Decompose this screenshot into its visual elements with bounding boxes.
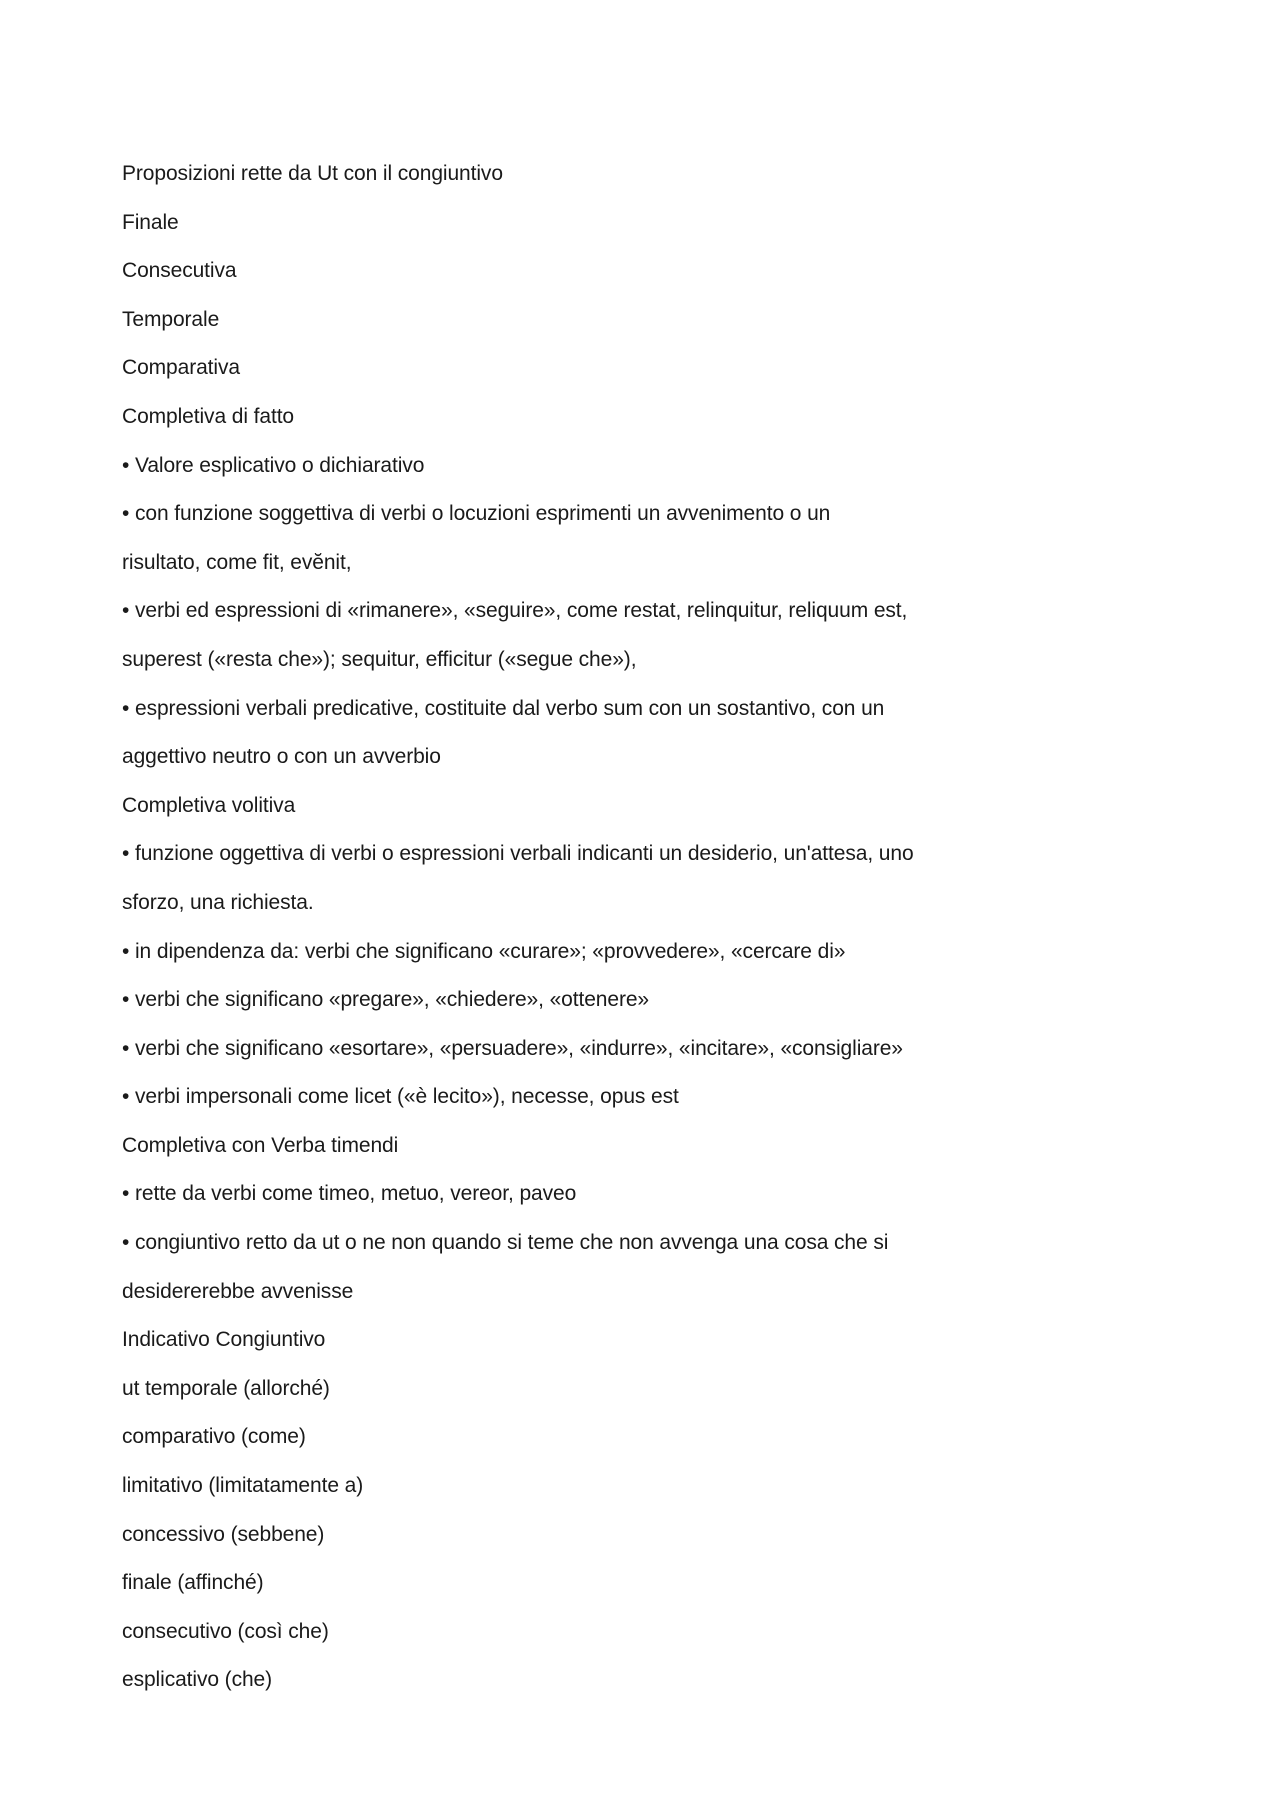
list-item: Finale [122,210,179,234]
bullet-item: • rette da verbi come timeo, metuo, vereor, paveo [122,1182,577,1206]
list-item: Temporale [122,307,220,331]
section-heading: Completiva volitiva [122,793,296,817]
document-title: Proposizioni rette da Ut con il congiuntivo [122,162,503,185]
list-item: consecutivo (così che) [122,1619,329,1643]
text-line: aggettivo neutro o con un avverbio [122,745,441,769]
list-item: esplicativo (che) [122,1668,273,1692]
list-item: ut temporale (allorché) [122,1376,330,1400]
bullet-item: • funzione oggettiva di verbi o espressioni verbali indicanti un desiderio, un'attesa, uno [122,842,914,866]
list-item: finale (affinché) [122,1571,264,1595]
bullet-item: • Valore esplicativo o dichiarativo [122,453,425,477]
list-item: concessivo (sebbene) [122,1522,325,1546]
bullet-item: • in dipendenza da: verbi che significano «curare»; «provvedere», «cercare di» [122,939,846,963]
text-line: sforzo, una richiesta. [122,890,314,914]
bullet-item: • verbi impersonali come licet («è lecito»), necesse, opus est [122,1085,679,1109]
text-line: superest («resta che»); sequitur, efficitur («segue che»), [122,647,637,671]
section-heading: Completiva con Verba timendi [122,1133,399,1157]
section-heading: Indicativo Congiuntivo [122,1328,326,1352]
bullet-item: • espressioni verbali predicative, costituite dal verbo sum con un sostantivo, con un [122,696,885,720]
bullet-item: • verbi ed espressioni di «rimanere», «seguire», come restat, relinquitur, reliquum est, [122,599,908,623]
bullet-item: • con funzione soggettiva di verbi o locuzioni esprimenti un avvenimento o un [122,502,831,526]
list-item: limitativo (limitatamente a) [122,1474,364,1498]
list-item: comparativo (come) [122,1425,306,1449]
bullet-item: • verbi che significano «esortare», «persuadere», «indurre», «incitare», «consigliare» [122,1036,903,1060]
list-item: Consecutiva [122,259,237,283]
section-heading: Completiva di fatto [122,404,295,428]
bullet-item: • verbi che significano «pregare», «chiedere», «ottenere» [122,988,650,1012]
text-line: desidererebbe avvenisse [122,1279,354,1303]
document-body [122,150,1122,1705]
bullet-item: • congiuntivo retto da ut o ne non quando si teme che non avvenga una cosa che si [122,1231,889,1255]
text-line: risultato, come fit, evĕnit, [122,550,352,574]
list-item: Comparativa [122,356,240,380]
